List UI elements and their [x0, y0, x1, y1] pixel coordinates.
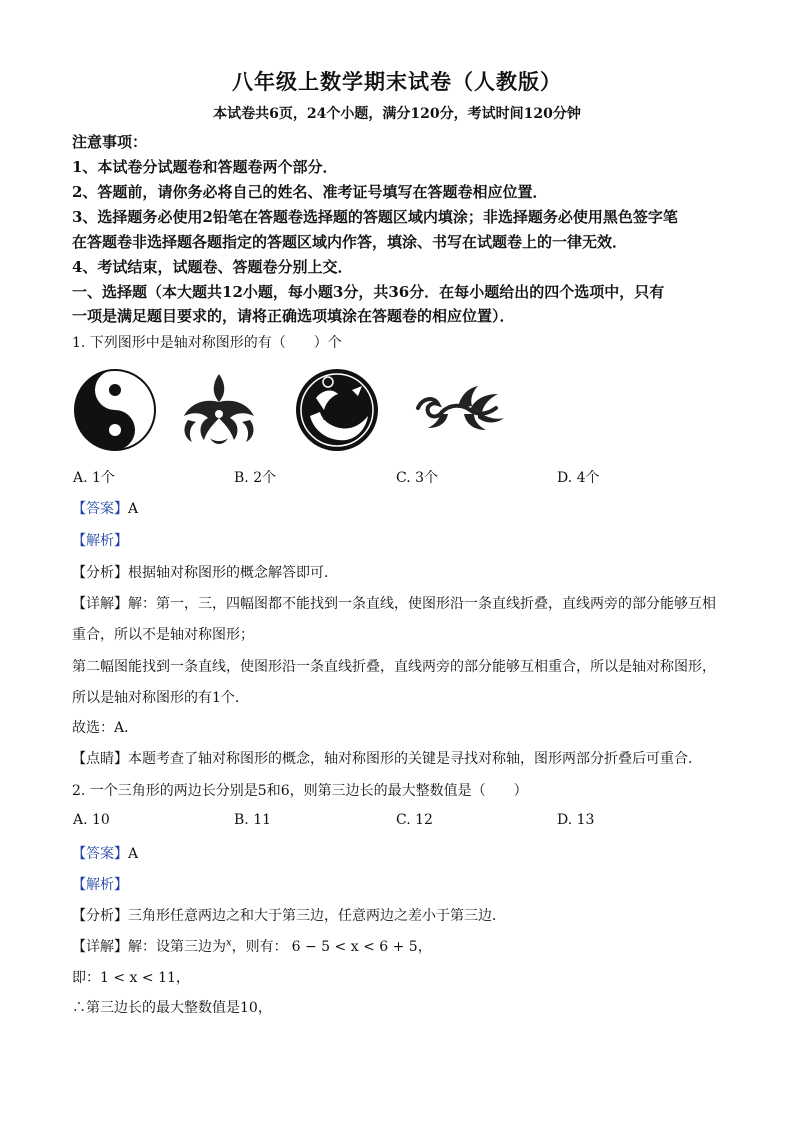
detail-line: 所以是轴对称图形的有1个． [72, 690, 249, 706]
notice-item: 4、考试结束，试题卷、答题卷分别上交． [72, 258, 353, 276]
dianjing-text: 本题考查了轴对称图形的概念，轴对称图形的关键是寻找对称轴，图形两部分折叠后可重合． [128, 751, 702, 767]
question-1-stem: 1. 下列图形中是轴对称图形的有（ ）个 [72, 335, 342, 351]
svg-text:♏: ♏ [322, 408, 335, 424]
conclusion-line: 故选：A． [72, 720, 139, 736]
answer-tag: 【答案】 [72, 501, 128, 517]
option-d: D. 4个 [557, 470, 600, 486]
notice-item: 1、本试卷分试题卷和答题卷两个部分． [72, 158, 338, 176]
fenxi-text: 三角形任意两边之和大于第三边，任意两边之差小于第三边． [128, 908, 506, 924]
inequality: 6 − 5 < x < 6 + 5， [291, 939, 432, 955]
fenxi-text: 根据轴对称图形的概念解答即可． [128, 565, 338, 581]
detail-text: 解：设第三边为 [128, 939, 226, 955]
notice-item: 2、答题前，请你务必将自己的姓名、准考证号填写在答题卷相应位置． [72, 183, 548, 201]
section-heading: 一、选择题（本大题共12小题，每小题3分，共36分．在每小题给出的四个选项中，只有 [72, 283, 665, 301]
detail-text: ，则有： [231, 939, 288, 955]
fenxi-line [72, 905, 506, 925]
option-d: D. 13 [557, 812, 595, 828]
answer-value: A [128, 846, 139, 862]
answer-line [72, 498, 138, 518]
option-a: A. 10 [73, 812, 110, 828]
detail-line [72, 593, 716, 613]
dianjing-line [72, 748, 702, 768]
fenxi-tag: 【分析】 [72, 565, 128, 581]
analysis-tag [72, 874, 128, 894]
notice-item: 3、选择题务必使用2铅笔在答题卷选择题的答题区域内填涂；非选择题务必使用黑色签字笔 [72, 208, 678, 226]
detail-line [72, 936, 432, 956]
option-b: B. 2个 [234, 470, 277, 486]
analysis-tag [72, 530, 128, 550]
analysis-label: 【解析】 [72, 533, 128, 549]
answer-line [72, 843, 138, 863]
flourish-ornament-icon [408, 368, 508, 452]
answer-tag: 【答案】 [72, 846, 128, 862]
question-1-figures [70, 368, 510, 452]
fenxi-line [72, 562, 338, 582]
dianjing-tag: 【点睛】 [72, 751, 128, 767]
option-c: C. 3个 [396, 470, 439, 486]
option-c: C. 12 [396, 812, 433, 828]
analysis-label: 【解析】 [72, 877, 128, 893]
detail-tag: 【详解】 [72, 939, 128, 955]
scorpio-emblem-icon [292, 368, 382, 452]
detail-line: 第二幅图能找到一条直线，使图形沿一条直线折叠，直线两旁的部分能够互相重合，所以是轴对称图形， [72, 659, 716, 675]
page-title: 八年级上数学期末试卷（人教版） [232, 69, 562, 94]
yin-yang-icon [70, 368, 160, 452]
floral-ornament-icon [174, 368, 264, 452]
detail-tag: 【详解】 [72, 596, 128, 612]
option-a: A. 1个 [73, 470, 115, 486]
question-2-stem: 2. 一个三角形的两边长分别是5和6，则第三边长的最大整数值是（ ） [72, 783, 528, 799]
variable-x: x [226, 937, 232, 949]
conclusion-line: ∴第三边长的最大整数值是10， [72, 1000, 272, 1016]
section-instructions: 一项是满足题目要求的，请将正确选项填涂在答题卷的相应位置）． [72, 307, 515, 325]
notice-heading: 注意事项： [72, 133, 148, 151]
option-b: B. 11 [234, 812, 272, 828]
exam-info: 本试卷共6页，24个小题，满分120分，考试时间120分钟 [213, 106, 581, 122]
notice-item: 在答题卷非选择题各题指定的答题区域内作答，填涂、书写在试题卷上的一律无效． [72, 233, 628, 251]
answer-value: A [128, 501, 139, 517]
detail-line: 重合，所以不是轴对称图形； [72, 627, 254, 643]
fenxi-tag: 【分析】 [72, 908, 128, 924]
derived-inequality: 即：1 < x < 11， [72, 970, 190, 986]
detail-text: 解：第一，三，四幅图都不能找到一条直线，使图形沿一条直线折叠，直线两旁的部分能够互相 [128, 596, 716, 612]
